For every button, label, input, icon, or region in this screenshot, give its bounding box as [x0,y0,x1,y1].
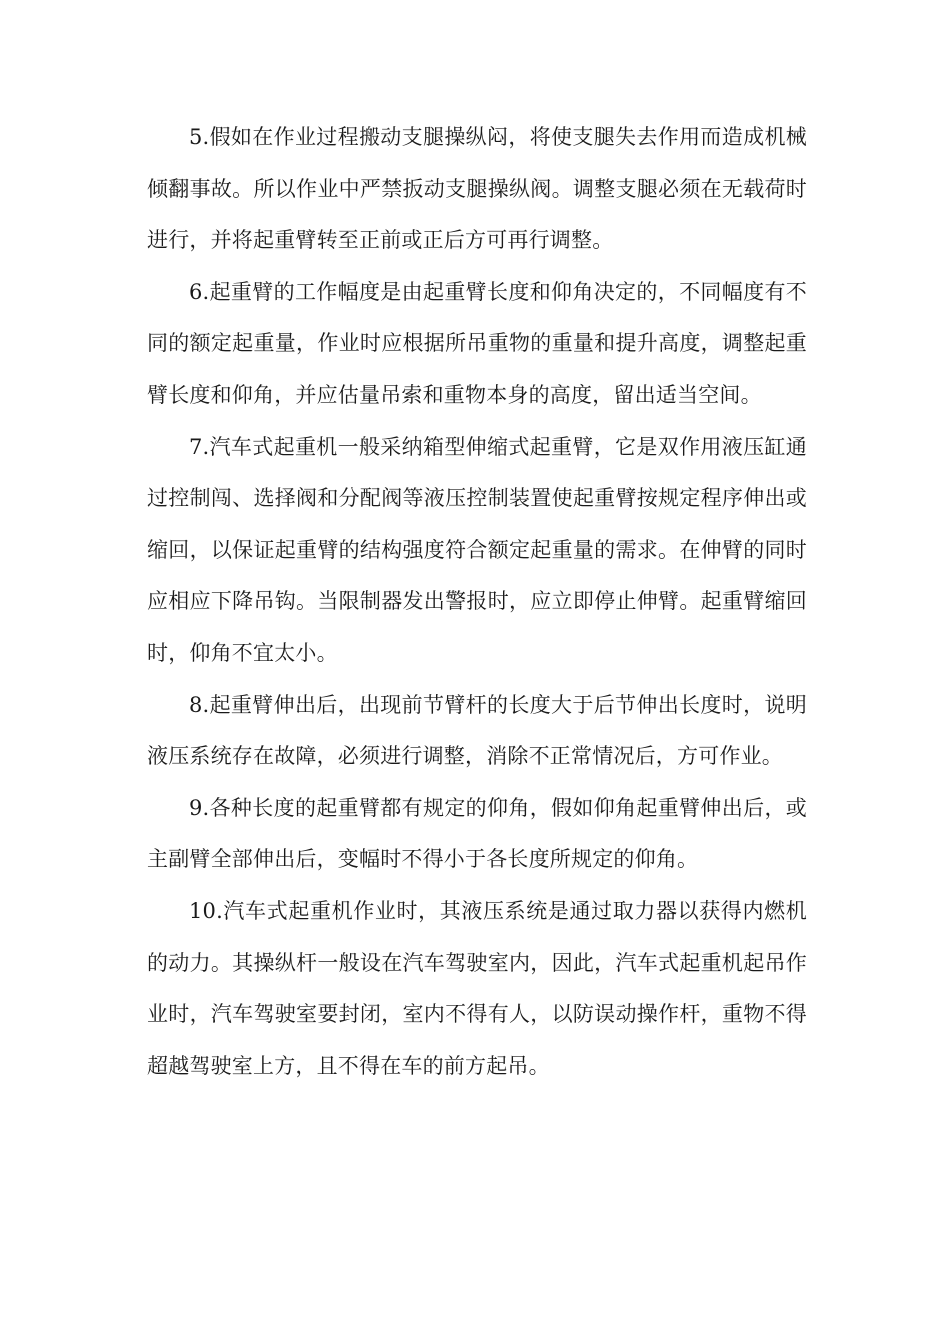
paragraph-7: 7.汽车式起重机一般采纳箱型伸缩式起重臂，它是双作用液压缸通过控制闯、选择阀和分配阀等液压控制装置使起重臂按规定程序伸出或缩回，以保证起重臂的结构强度符合额定起重量的需求。在伸臂的同时应相应下降吊钩。当限制器发出警报时，应立即停止伸臂。起重臂缩回时，仰角不宜太小。 [147,434,807,665]
paragraph-8: 8.起重臂伸出后，出现前节臂杆的长度大于后节伸出长度时，说明液压系统存在故障，必须进行调整，消除不正常情况后，方可作业。 [147,692,807,769]
paragraph-5: 5.假如在作业过程搬动支腿操纵闷，将使支腿失去作用而造成机械倾翻事故。所以作业中严禁扳动支腿操纵阀。调整支腿必须在无载荷时进行，并将起重臂转至正前或正后方可再行调整。 [147,125,807,253]
paragraph-9: 9.各种长度的起重臂都有规定的仰角，假如仰角起重臂伸出后，或主副臂全部伸出后，变幅时不得小于各长度所规定的仰角。 [147,795,807,872]
document-body [147,112,807,1092]
paragraph-6: 6.起重臂的工作幅度是由起重臂长度和仰角决定的，不同幅度有不同的额定起重量，作业时应根据所吊重物的重量和提升高度，调整起重臂长度和仰角，并应估量吊索和重物本身的高度，留出适当空间。 [147,279,807,407]
paragraph-10: 10.汽车式起重机作业时，其液压系统是通过取力器以获得内燃机的动力。其操纵杆一般设在汽车驾驶室内，因此，汽车式起重机起吊作业时，汽车驾驶室要封闭，室内不得有人，以防误动操作杆，重物不得超越驾驶室上方，且不得在车的前方起吊。 [147,898,807,1078]
